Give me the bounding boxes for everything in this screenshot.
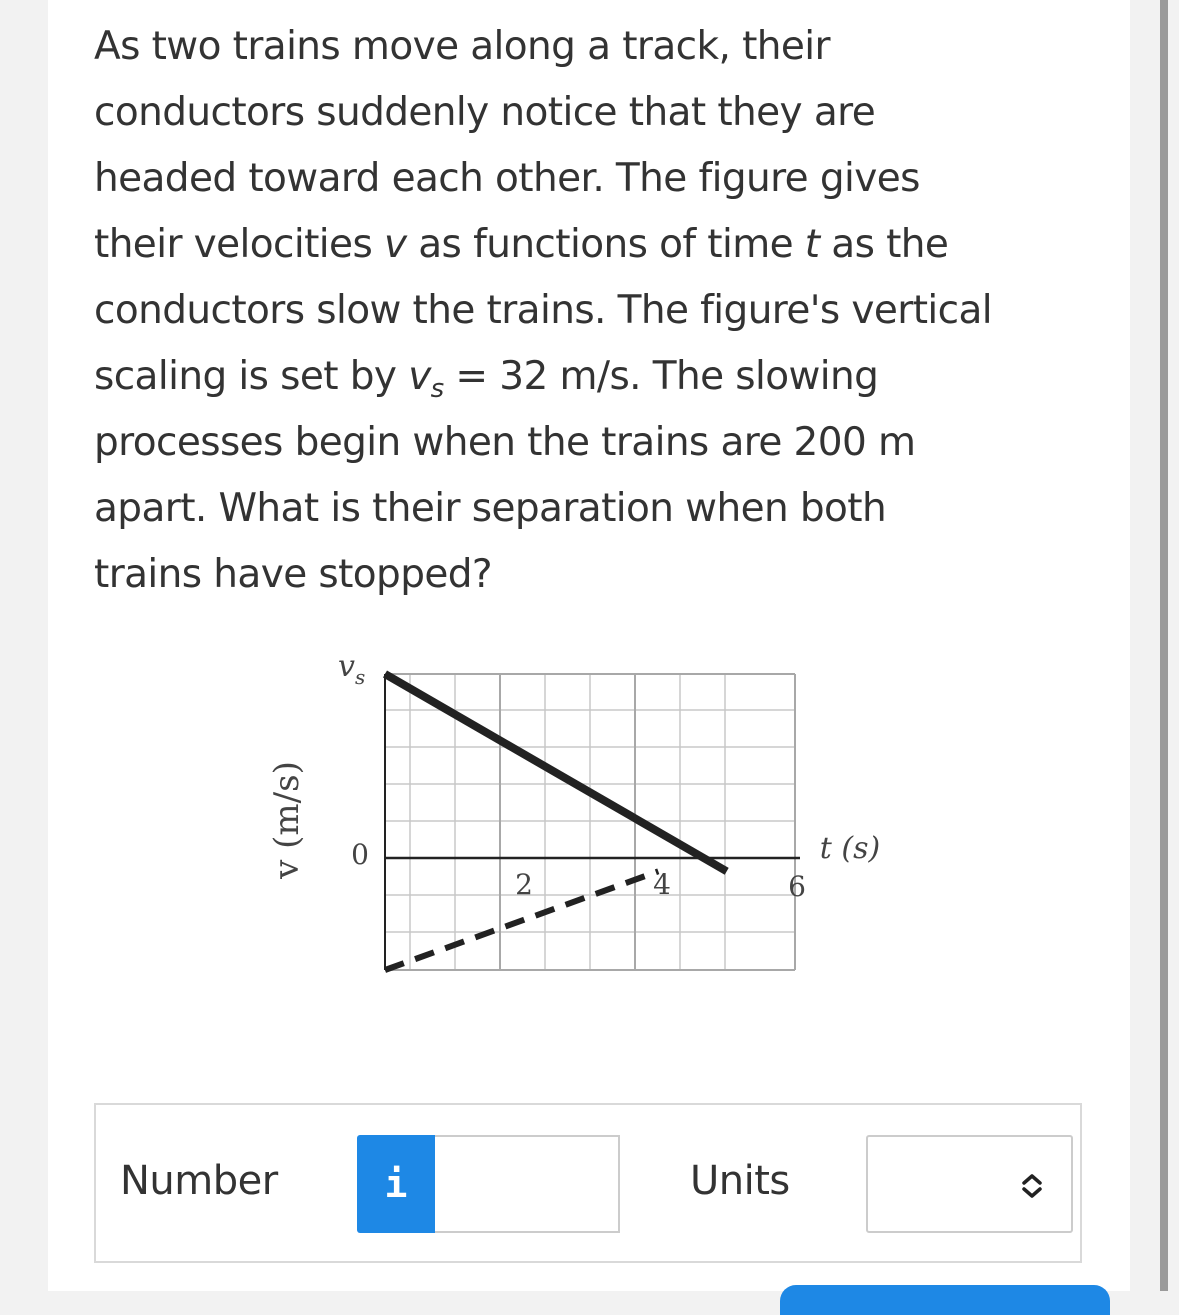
scrollbar-track[interactable] — [1160, 0, 1168, 1291]
question-text: As two trains move along a track, their conductors suddenly notice that they are headed toward each other. The figure gives their velocities v as functions of time t as the conductors slow the trains. The figure's vertical scaling is set by $v_s = 32$ m/s. The slowing processes begin when the trains are 200 m apart. What is their separation when both trains have stopped? — [94, 24, 993, 597]
velocity-time-graph — [240, 640, 940, 1000]
chevron-up-down-icon — [1021, 1173, 1043, 1199]
number-input[interactable] — [435, 1135, 620, 1233]
grid-minor — [385, 674, 795, 970]
velocity-time-figure — [240, 640, 940, 1000]
x-axis-label: t (s) — [819, 831, 881, 866]
train-1-velocity-line — [385, 674, 727, 871]
submit-button[interactable] — [780, 1285, 1110, 1315]
tick-4-label: 4 — [653, 868, 671, 901]
info-button[interactable] — [357, 1135, 435, 1233]
units-label: Units — [690, 1158, 790, 1204]
y-axis-label: v (m/s) — [267, 761, 307, 879]
tick-6-label: 6 — [788, 870, 806, 903]
number-label: Number — [120, 1158, 278, 1204]
tick-2-label: 2 — [515, 868, 533, 901]
zero-label: 0 — [351, 838, 369, 871]
units-select[interactable] — [866, 1135, 1073, 1233]
vs-label: $v_s$ — [338, 649, 366, 689]
info-icon: i — [384, 1162, 408, 1206]
